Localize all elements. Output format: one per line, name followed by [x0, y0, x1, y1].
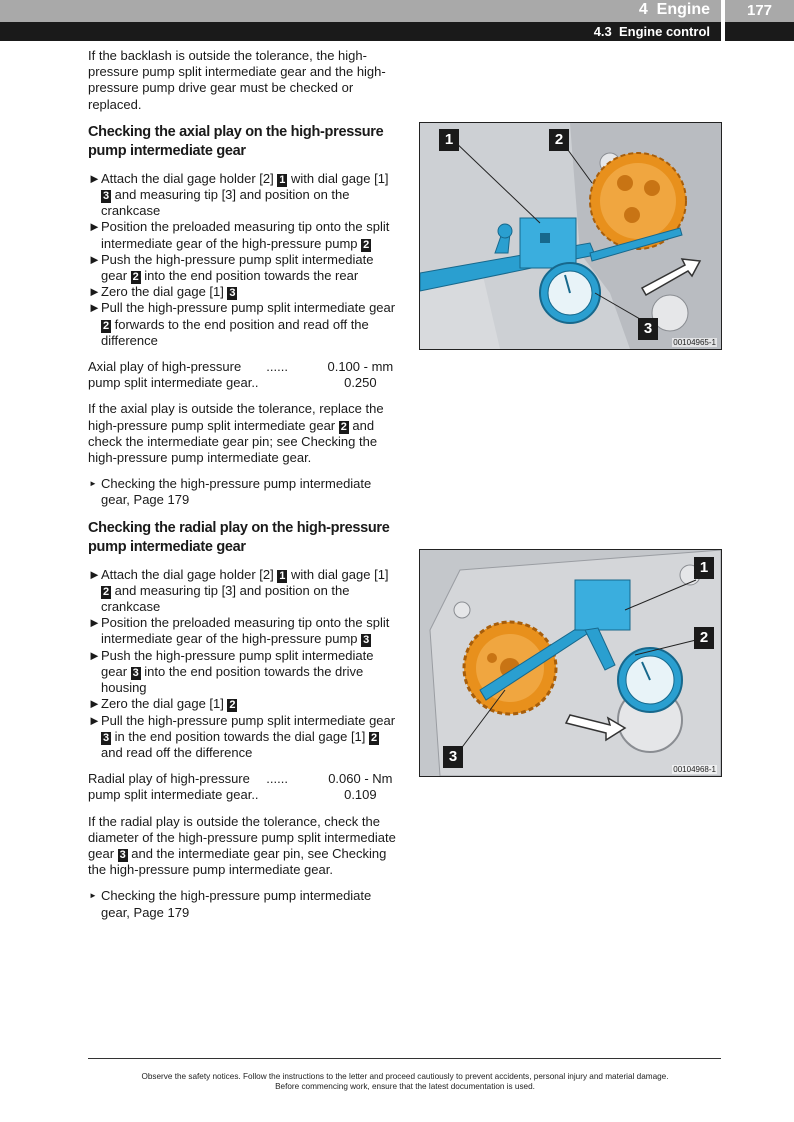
- callout-label: 3: [443, 746, 463, 768]
- callout-badge: 2: [363, 238, 370, 251]
- radial-heading: Checking the radial play on the high-pressure pump intermediate gear: [88, 519, 390, 555]
- callout-badge: 3: [229, 287, 236, 300]
- axial-play-illustration: [420, 123, 721, 349]
- callout-badge: 2: [132, 271, 139, 284]
- spec-value: 0.250: [344, 375, 377, 391]
- page-number: 177: [746, 2, 773, 19]
- step-arrow-icon: ►: [88, 647, 101, 663]
- step-arrow-icon: ►: [88, 566, 101, 582]
- figure-id: 00104968-1: [673, 765, 716, 774]
- radial-play-figure: [419, 549, 722, 777]
- step-arrow-icon: ►: [88, 284, 101, 300]
- callout-label: 1: [694, 557, 714, 579]
- callout-label: 2: [549, 129, 569, 151]
- safety-footer: [60, 1072, 750, 1092]
- axial-heading: Checking the axial play on the high-pressure pump intermediate gear: [88, 123, 384, 159]
- callout-label: 2: [694, 627, 714, 649]
- footer-line: Before commencing work, ensure that the latest documentation is used.: [275, 1082, 535, 1091]
- radial-spec-table: [88, 771, 400, 803]
- step-item: ► Attach the dial gage holder [2] 1 with dial gage [1] 2 and measuring tip [3] and position on the crankcase: [88, 566, 389, 615]
- callout-badge: 2: [340, 420, 347, 433]
- callout-badge: 3: [102, 190, 110, 203]
- step-item: ► Position the preloaded measuring tip onto the split intermediate gear of the high-pressure pump 2: [88, 219, 390, 251]
- figure-id: 00104965-1: [673, 338, 716, 347]
- radial-play-illustration: [420, 550, 721, 776]
- radial-reference-list: [88, 888, 400, 920]
- cross-reference-link[interactable]: ► Checking the high-pressure pump intermediate gear, Page 179: [89, 888, 372, 920]
- chapter-title: 4 Engine: [638, 1, 710, 18]
- step-item: ► Push the high-pressure pump split intermediate gear 2 into the end position towards the rear: [88, 251, 374, 284]
- callout-badge: 3: [102, 731, 110, 744]
- radial-followup: If the radial play is outside the tolerance, check the diameter of the high-pressure pump split intermediate gear 3 and the intermediate gear pin, see Checking the high-pressure pump intermediate gear.: [88, 813, 396, 878]
- gear-icon: [464, 622, 556, 714]
- step-item: ► Position the preloaded measuring tip onto the split intermediate gear of the high-pressure pump 3: [88, 615, 390, 647]
- spec-value: 0.109: [344, 787, 377, 803]
- spec-label: pump split intermediate gear..: [88, 375, 259, 391]
- callout-badge: 3: [119, 848, 126, 861]
- step-item: ► Pull the high-pressure pump split intermediate gear 2 forwards to the end position and read off the difference: [88, 300, 396, 348]
- spec-label: Radial play of high-pressure: [88, 771, 250, 787]
- footer-rule: [88, 1058, 721, 1059]
- step-arrow-icon: ►: [88, 170, 101, 186]
- callout-badge: 3: [363, 634, 370, 647]
- callout-badge: 2: [229, 699, 236, 712]
- step-arrow-icon: ►: [88, 300, 101, 316]
- step-arrow-icon: ►: [88, 696, 101, 712]
- callout-badge: 1: [279, 173, 286, 186]
- section-title: 4.3 Engine control: [593, 24, 710, 39]
- spec-label: Axial play of high-pressure: [88, 359, 242, 375]
- axial-play-figure: [419, 122, 722, 350]
- callout-badge: 3: [132, 666, 139, 679]
- step-item: ► Push the high-pressure pump split intermediate gear 3 into the end position towards the drive housing: [88, 647, 374, 696]
- step-item: ► Pull the high-pressure pump split intermediate gear 3 in the end position towards the dial gage [1] 2 and read off the difference: [88, 712, 396, 760]
- spec-dots: ......: [266, 771, 288, 787]
- axial-spec-table: [88, 359, 400, 391]
- spec-value: 0.100 - mm: [327, 359, 394, 375]
- step-item: ► Zero the dial gage [1] 3: [88, 284, 236, 300]
- callout-badge: 1: [279, 569, 286, 582]
- callout-label: 3: [638, 318, 658, 340]
- spec-label: pump split intermediate gear..: [88, 787, 259, 803]
- callout-label: 1: [439, 129, 459, 151]
- step-item: ► Zero the dial gage [1] 2: [88, 696, 236, 712]
- footer-line: Observe the safety notices. Follow the instructions to the letter and proceed cautiously to prevent accidents, personal injury and material damage.: [141, 1072, 669, 1081]
- axial-reference-list: [88, 476, 400, 508]
- bullet-triangle-icon: ►: [89, 479, 97, 489]
- step-arrow-icon: ►: [88, 219, 101, 235]
- axial-followup: If the axial play is outside the tolerance, replace the high-pressure pump split intermediate gear 2 and check the intermediate gear pin; see Checking the high-pressure pump intermediate gear.: [88, 401, 384, 466]
- spec-value: 0.060 - Nm: [328, 771, 393, 787]
- text-column: [88, 48, 400, 931]
- spec-dots: ......: [266, 359, 288, 375]
- bullet-triangle-icon: ►: [89, 891, 97, 901]
- intro-paragraph: If the backlash is outside the tolerance, the high-pressure pump split intermediate gear and the high-pressure pump drive gear must be checked or replaced.: [88, 48, 386, 112]
- callout-badge: 2: [102, 319, 110, 332]
- step-arrow-icon: ►: [88, 251, 101, 267]
- cross-reference-link[interactable]: ► Checking the high-pressure pump intermediate gear, Page 179: [89, 476, 372, 508]
- step-arrow-icon: ►: [88, 615, 101, 631]
- axial-steps: [88, 171, 400, 349]
- callout-badge: 2: [370, 731, 378, 744]
- callout-badge: 2: [102, 585, 110, 598]
- step-item: ► Attach the dial gage holder [2] 1 with dial gage [1] 3 and measuring tip [3] and position on the crankcase: [88, 170, 389, 219]
- radial-steps: [88, 567, 400, 761]
- step-arrow-icon: ►: [88, 712, 101, 728]
